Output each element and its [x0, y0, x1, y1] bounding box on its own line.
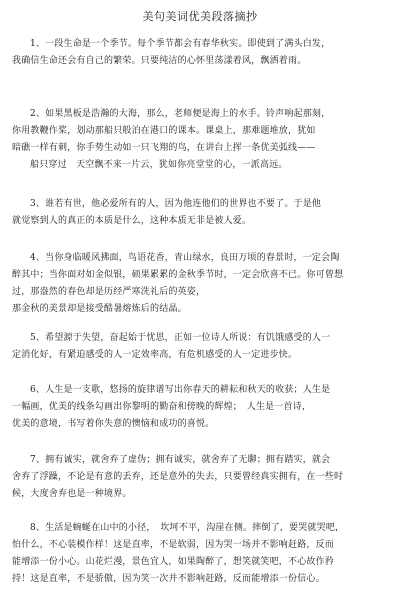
paragraph-line: 5、希望源于失望，奋起始于忧思，正如一位诗人所说：有饥饿感受的人一 [30, 333, 331, 343]
paragraph-7 [12, 452, 388, 503]
paragraph-line: 1、一段生命是一个季节。每个季节都会有春华秋实。即使到了满头白发， [30, 39, 331, 49]
page-title: 美句美词优美段落摘抄 [142, 10, 258, 23]
paragraph-5 [12, 330, 388, 364]
paragraph-line: 8、生活是蜿蜒在山中的小径， 坎坷不平，沟崖在侧。摔倒了，要哭就哭吧， [30, 523, 345, 533]
paragraph-line: 那金秋的美景却是接受酷暑熔炼后的结晶。 [12, 304, 187, 314]
paragraph-line: 优美的意境，书写着你失意的懊恼和成功的喜悦。 [12, 419, 215, 429]
paragraph-line: 船只穿过 天空飘不来一片云，犹如你亮堂堂的心，一派高远。 [30, 160, 288, 170]
paragraph-line: 3、谁若有世，他必爱所有的人，因为他连他们的世界也不要了。于是他 [30, 199, 322, 209]
paragraph-line: 我确信生命还会有自己的繁荣。只要纯洁的心怀里荡漾着风，飘洒着雨。 [12, 56, 307, 66]
paragraph-line: 能增添一份小心。山花烂漫，景色宜人，如果陶醉了，想笑就笑吧，不心故作矜 [12, 557, 335, 567]
paragraph-line: 6、人生是一支歌，悠扬的旋律谱写出你春天的耕耘和秋天的收获；人生是 [30, 385, 331, 395]
paragraph-1 [12, 36, 388, 70]
paragraph-line: 过，那盎然的春色却是历经严寒洗礼后的英姿， [12, 287, 206, 297]
paragraph-line: 定消化好，有紧迫感受的人一定效率高，有危机感受的人一定进步快。 [12, 350, 298, 360]
paragraph-6 [12, 382, 388, 433]
paragraph-line: 7、拥有诚实，就舍弃了虚伪；拥有诚实，就舍弃了无聊；拥有踏实，就会 [30, 455, 331, 465]
paragraph-line: 一幅画，优美的线条勾画出你黎明的勤奋和傍晚的辉煌； 人生是一首诗， [12, 402, 312, 412]
paragraph-line: 舍弃了浮躁，不论是有意的丢弃，还是意外的失去，只要曾经真实拥有，在一些时 [12, 472, 344, 482]
paragraph-line: 持！这是直率，不是骄傲，因为笑一次并不影响赶路，反而能增添一份信心。 [12, 574, 325, 584]
paragraph-4 [12, 250, 388, 318]
paragraph-line: 醉其中；当你面对如金似银，硕果累累的金秋季节时，一定会欣喜不已。你可曾想 [12, 270, 344, 280]
paragraph-line: 你用教鞭作桨，划动那船只般泊在港口的课本。课桌上，那难题堆放，犹如 [12, 126, 316, 136]
paragraph-8 [12, 520, 388, 588]
paragraph-line: 就觉察到人的真正的本质是什么，这种本质无非是被人爱。 [12, 216, 252, 226]
paragraph-3 [12, 196, 388, 230]
paragraph-line: 怕什么，不心装模作样！这是直率，不是软弱，因为哭一场并不影响赶路，反而 [12, 540, 335, 550]
paragraph-2 [12, 106, 388, 174]
paragraph-line: 暗礁一样有刺，你手势生动如一只飞翔的鸟，在讲台上挥一条优美弧线—— [12, 143, 316, 153]
paragraph-line: 2、如果黑板是浩瀚的大海，那么，老师便是海上的水手。铃声响起那刻， [30, 109, 331, 119]
paragraph-line: 候，大度舍弃也是一种境界。 [12, 489, 132, 499]
paragraph-line: 4、当你身临暖风拂面，鸟语花香，青山绿水，良田万顷的春景时，一定会陶 [30, 253, 340, 263]
